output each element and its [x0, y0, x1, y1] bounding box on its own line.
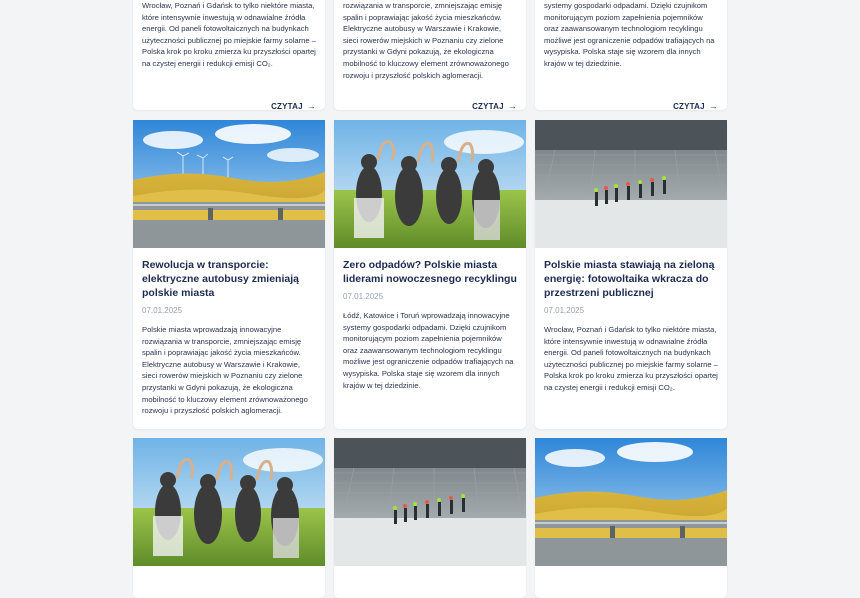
article-excerpt: Polskie miasta wprowadzają innowacyjne rozwiązania w transporcie, zmniejszając emisję spalin i poprawiając jakość życia mieszkańców. Elektryczne autobusy w Warszawie i Krakowie, sieci rowerów miejskich w Poznaniu czy zielone przystanki w Gdyni pokazują, że ekologiczna mobilność to kluczowy element zrównoważonego rozwoju i przyszłość polskich aglomeracji.	[142, 325, 308, 416]
article-excerpt: systemy gospodarki odpadami. Dzięki czujnikom monitorującym poziom zapełnienia pojemników oraz zaawansowanym technologiom recyklingu możliwe jest ograniczenie odpadów trafiających na wysypiska. Polska staje się wzorem dla innych krajów w tej dziedzinie.	[544, 1, 715, 68]
article-card[interactable]	[535, 0, 727, 110]
article-image[interactable]	[133, 438, 325, 566]
arrow-right-icon: →	[306, 101, 316, 111]
arrow-right-icon: →	[708, 101, 718, 111]
article-excerpt: rozwiązania w transporcie, zmniejszając emisję spalin i poprawiając jakość życia mieszkańców. Elektryczne autobusy w Warszawie i Krakowie, sieci rowerów miejskich w Poznaniu czy zielone przystanki w Gdyni pokazują, że ekologiczna mobilność to kluczowy element zrównoważonego rozwoju i przyszłość polskich aglomeracji.	[343, 1, 509, 80]
article-excerpt: Wrocław, Poznań i Gdańsk to tylko niektóre miasta, które intensywnie inwestują w odnawialne źródła energii. Od paneli fotowoltaicznych na budynkach użyteczności publicznej po miejskie farmy solarne – Polska krok po kroku zmierza ku przyszłości opartej na czystej energii i redukcji emisji CO₂.	[544, 325, 718, 392]
article-card[interactable]	[334, 438, 526, 598]
article-card[interactable]	[133, 120, 325, 429]
article-card[interactable]	[334, 120, 526, 429]
article-image[interactable]	[535, 120, 727, 248]
article-image[interactable]	[535, 438, 727, 566]
article-card[interactable]	[133, 438, 325, 598]
article-excerpt: Łódź, Katowice i Toruń wprowadzają innowacyjne systemy gospodarki odpadami. Dzięki czujnikom monitorującym poziom zapełnienia pojemników oraz zaawansowanym technologiom recyklingu możliwe jest ograniczenie odpadów trafiających na wysypiska. Polska staje się wzorem dla innych krajów w tej dziedzinie.	[343, 311, 514, 390]
article-card[interactable]	[535, 120, 727, 429]
article-date: 07.01.2025	[544, 306, 585, 315]
read-more-link[interactable]: CZYTAJ →	[472, 101, 517, 111]
article-date: 07.01.2025	[142, 306, 183, 315]
article-image[interactable]	[133, 120, 325, 248]
article-image[interactable]	[334, 120, 526, 248]
read-more-link[interactable]: CZYTAJ →	[673, 101, 718, 111]
article-date: 07.01.2025	[343, 292, 384, 301]
article-card[interactable]	[535, 438, 727, 598]
read-more-link[interactable]: CZYTAJ →	[271, 101, 316, 111]
article-card[interactable]	[334, 0, 526, 110]
article-title[interactable]: Zero odpadów? Polskie miasta liderami nowoczesnego recyklingu	[343, 259, 517, 285]
article-excerpt: Wrocław, Poznań i Gdańsk to tylko niektóre miasta, które intensywnie inwestują w odnawialne źródła energii. Od paneli fotowoltaicznych na budynkach użyteczności publicznej po miejskie farmy solarne – Polska krok po kroku zmierza ku przyszłości opartej na czystej energii i redukcji emisji CO₂.	[142, 1, 316, 68]
article-title[interactable]: Polskie miasta stawiają na zieloną energię: fotowoltaika wkracza do przestrzeni publicznej	[544, 259, 715, 299]
article-card[interactable]	[133, 0, 325, 110]
article-image[interactable]	[334, 438, 526, 566]
arrow-right-icon: →	[507, 101, 517, 111]
article-title[interactable]: Rewolucja w transporcie: elektryczne autobusy zmieniają polskie miasta	[142, 259, 299, 299]
